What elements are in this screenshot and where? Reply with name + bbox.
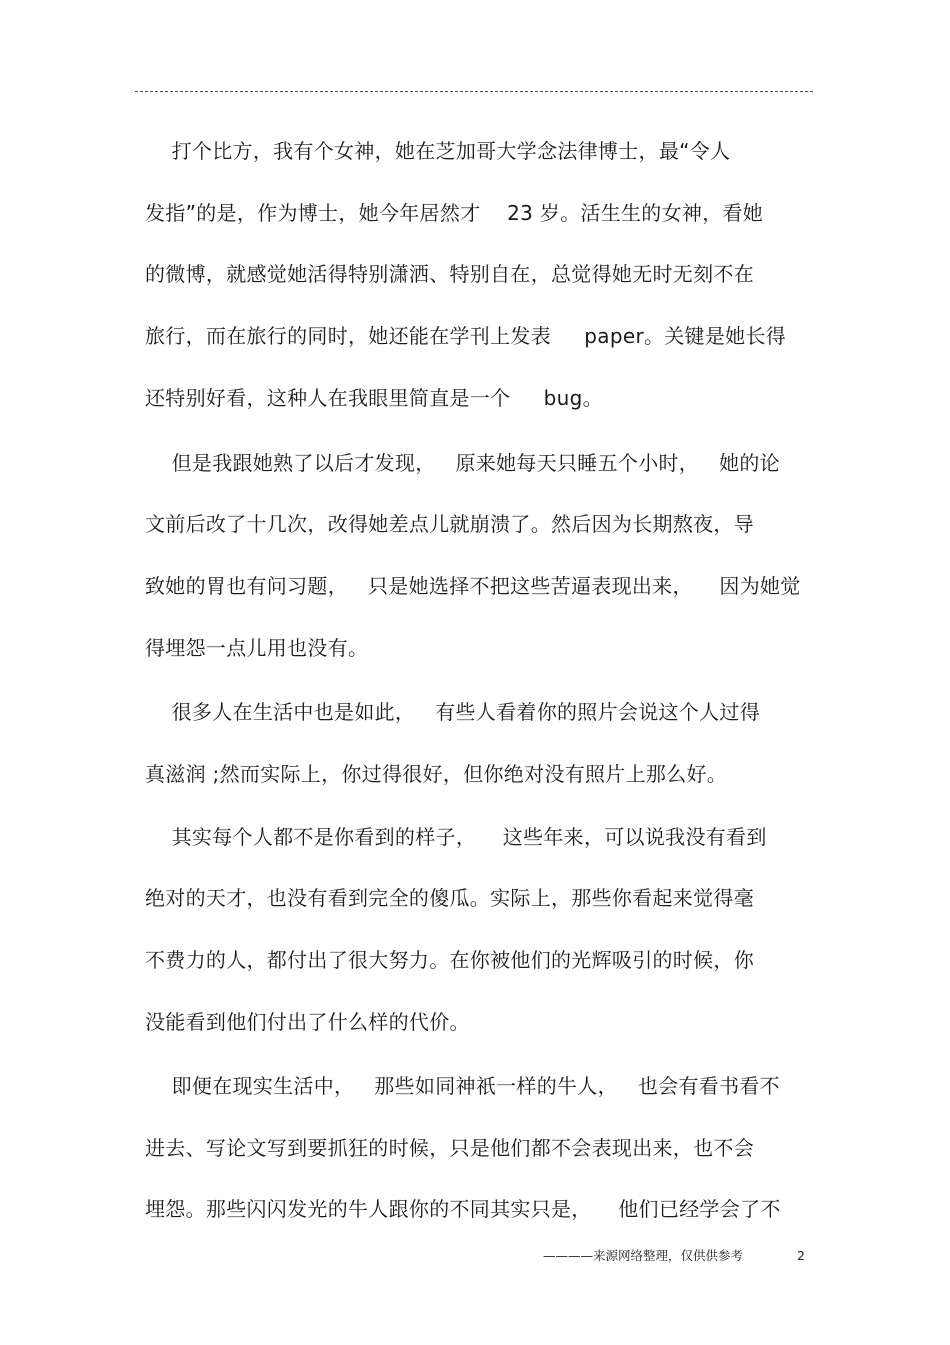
text-line: 还特别好看，这种人在我眼里简直是一个 bug。 [145,386,603,410]
text-line: 得埋怨一点儿用也没有。 [145,636,369,660]
text-line: 埋怨。那些闪闪发光的牛人跟你的不同其实只是， 他们已经学会了不 [145,1197,781,1221]
text-line: 致她的胃也有问习题， 只是她选择不把这些苦逼表现出来， 因为她觉 [145,574,801,598]
text-line: 即便在现实生活中， 那些如同神祇一样的牛人， 也会有看书看不 [145,1074,780,1098]
text-line: 文前后改了十几次，改得她差点儿就崩溃了。然后因为长期熬夜，导 [145,512,754,536]
text-line: 绝对的天才，也没有看到完全的傻瓜。实际上，那些你看起来觉得毫 [145,886,754,910]
text-line: 没能看到他们付出了什么样的代价。 [145,1010,470,1034]
text-line: 真滋润 ;然而实际上，你过得很好，但你绝对没有照片上那么好。 [145,762,728,786]
text-line: 很多人在生活中也是如此， 有些人看着你的照片会说这个人过得 [145,700,761,724]
text-line: 打个比方，我有个女神，她在芝加哥大学念法律博士，最“令人 [145,139,731,163]
text-line: 发指”的是，作为博士，她今年居然才 23 岁。活生生的女神，看她 [145,201,764,225]
text-line: 不费力的人，都付出了很大努力。在你被他们的光辉吸引的时候，你 [145,948,754,972]
text-line: 其实每个人都不是你看到的样子， 这些年来，可以说我没有看到 [145,825,767,849]
text-line: 的微博，就感觉她活得特别潇洒、特别自在，总觉得她无时无刻不在 [145,262,754,286]
footer-source-note: ————来源网络整理，仅供供参考 [543,1248,744,1263]
page-number: 2 [797,1248,805,1263]
header-divider [135,91,813,92]
text-line: 但是我跟她熟了以后才发现， 原来她每天只睡五个小时， 她的论 [145,451,780,475]
text-line: 进去、写论文写到要抓狂的时候，只是他们都不会表现出来，也不会 [145,1136,754,1160]
text-line: 旅行，而在旅行的同时，她还能在学刊上发表 paper。关键是她长得 [145,324,787,348]
